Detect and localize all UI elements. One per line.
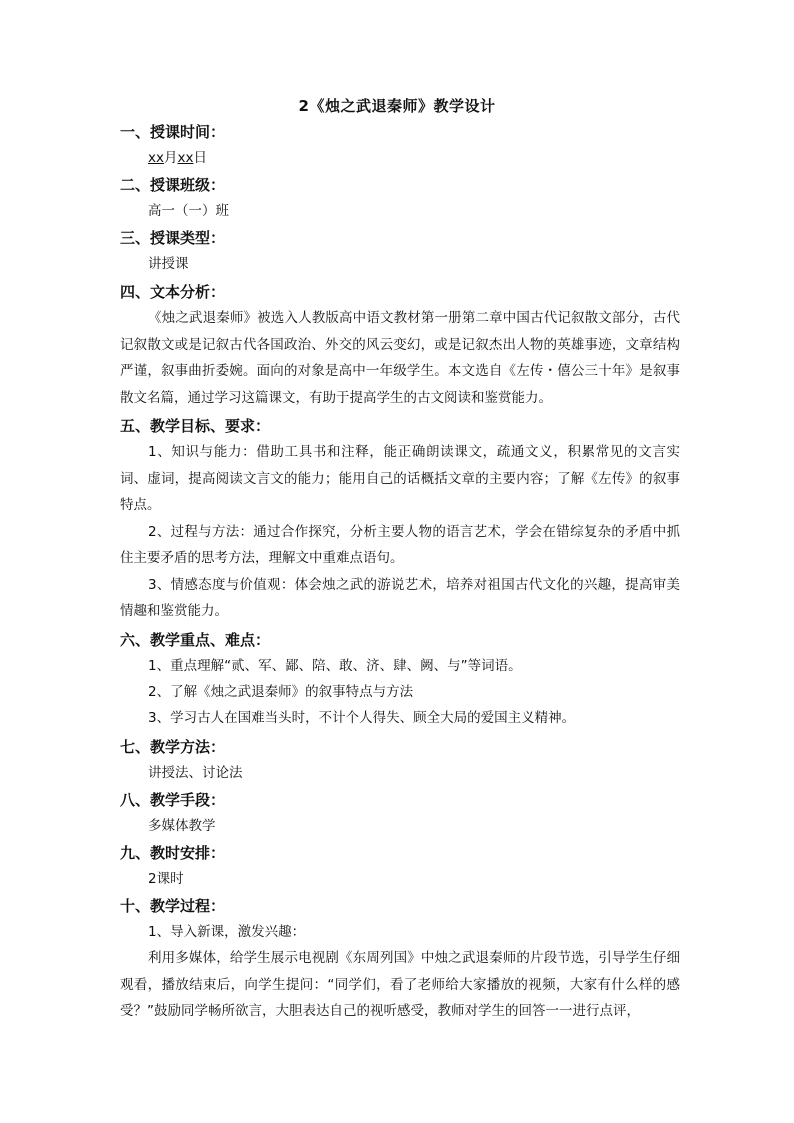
section-heading: 六、教学重点、难点： [120, 631, 271, 649]
key-point-3: 3、学习古人在国难当头时，不计个人得失、顾全大局的爱国主义精神。 [148, 710, 576, 726]
objective-knowledge: 1、知识与能力：借助工具书和注释，能正确朗读课文，疏通文义，积累常见的文言实词、虚词，提高阅读文言文的能力；能用自己的话概括文章的主要内容；了解《左传》的叙事特点。 [120, 444, 680, 513]
section-heading: 五、教学目标、要求： [120, 417, 271, 435]
day-label: 日 [193, 150, 207, 166]
section-schedule [120, 840, 680, 892]
section-lesson-type [120, 225, 680, 277]
process-step-1: 1、导入新课，激发兴趣： [148, 924, 306, 940]
section-heading: 八、教学手段： [120, 791, 226, 809]
section-heading: 十、教学过程： [120, 897, 226, 915]
section-heading: 七、教学方法： [120, 738, 226, 756]
section-objectives [120, 413, 680, 625]
means-value: 多媒体教学 [148, 818, 216, 834]
section-heading: 三、授课类型： [120, 229, 226, 247]
section-text-analysis [120, 279, 680, 411]
key-point-1: 1、重点理解“贰、军、鄙、陪、敢、济、肆、阙、与”等词语。 [148, 658, 522, 674]
objective-process: 2、过程与方法：通过合作探究，分析主要人物的语言艺术，学会在错综复杂的矛盾中抓住主要矛盾的思考方法，理解文中重难点语句。 [120, 523, 680, 566]
section-teaching-time [120, 119, 680, 171]
text-analysis-paragraph: 《烛之武退秦师》被选入人教版高中语文教材第一册第二章中国古代记叙散文部分，古代记叙散文或是记叙古代各国政治、外交的风云变幻，或是记叙杰出人物的英雄事迹，文章结构严谨，叙事曲折委婉。面向的对象是高中一年级学生。本文选自《左传・僖公三十年》是叙事散文名篇，通过学习这篇课文，有助于提高学生的古文阅读和鉴赏能力。 [120, 310, 680, 406]
class-value: 高一（一）班 [148, 203, 229, 219]
section-class [120, 172, 680, 224]
section-heading: 一、授课时间： [120, 123, 226, 141]
section-heading: 四、文本分析： [120, 283, 226, 301]
document-title: 2《烛之武退秦师》教学设计 [298, 97, 496, 115]
schedule-value: 2课时 [148, 871, 184, 887]
month-label: 月 [163, 150, 178, 166]
section-means [120, 787, 680, 839]
date-placeholder-day: xx [177, 150, 194, 166]
section-methods [120, 734, 680, 786]
section-key-points [120, 627, 680, 731]
date-placeholder-month: xx [148, 150, 164, 166]
section-process [120, 893, 680, 1025]
lesson-type-value: 讲授课 [148, 256, 189, 272]
methods-value: 讲授法、讨论法 [148, 765, 243, 781]
key-point-2: 2、了解《烛之武退秦师》的叙事特点与方法 [148, 684, 414, 700]
objective-emotion: 3、情感态度与价值观：体会烛之武的游说艺术，培养对祖国古代文化的兴趣，提高审美情趣和鉴赏能力。 [120, 576, 680, 619]
process-step-1-paragraph: 利用多媒体，给学生展示电视剧《东周列国》中烛之武退秦师的片段节选，引导学生仔细观看，播放结束后，向学生提问：“同学们，看了老师给大家播放的视频，大家有什么样的感受？”鼓励同学畅所欲言，大胆表达自己的视听感受，教师对学生的回答一一进行点评， [120, 950, 680, 1019]
teaching-date [120, 145, 680, 171]
section-heading: 二、授课班级： [120, 176, 226, 194]
section-heading: 九、教时安排： [120, 844, 226, 862]
